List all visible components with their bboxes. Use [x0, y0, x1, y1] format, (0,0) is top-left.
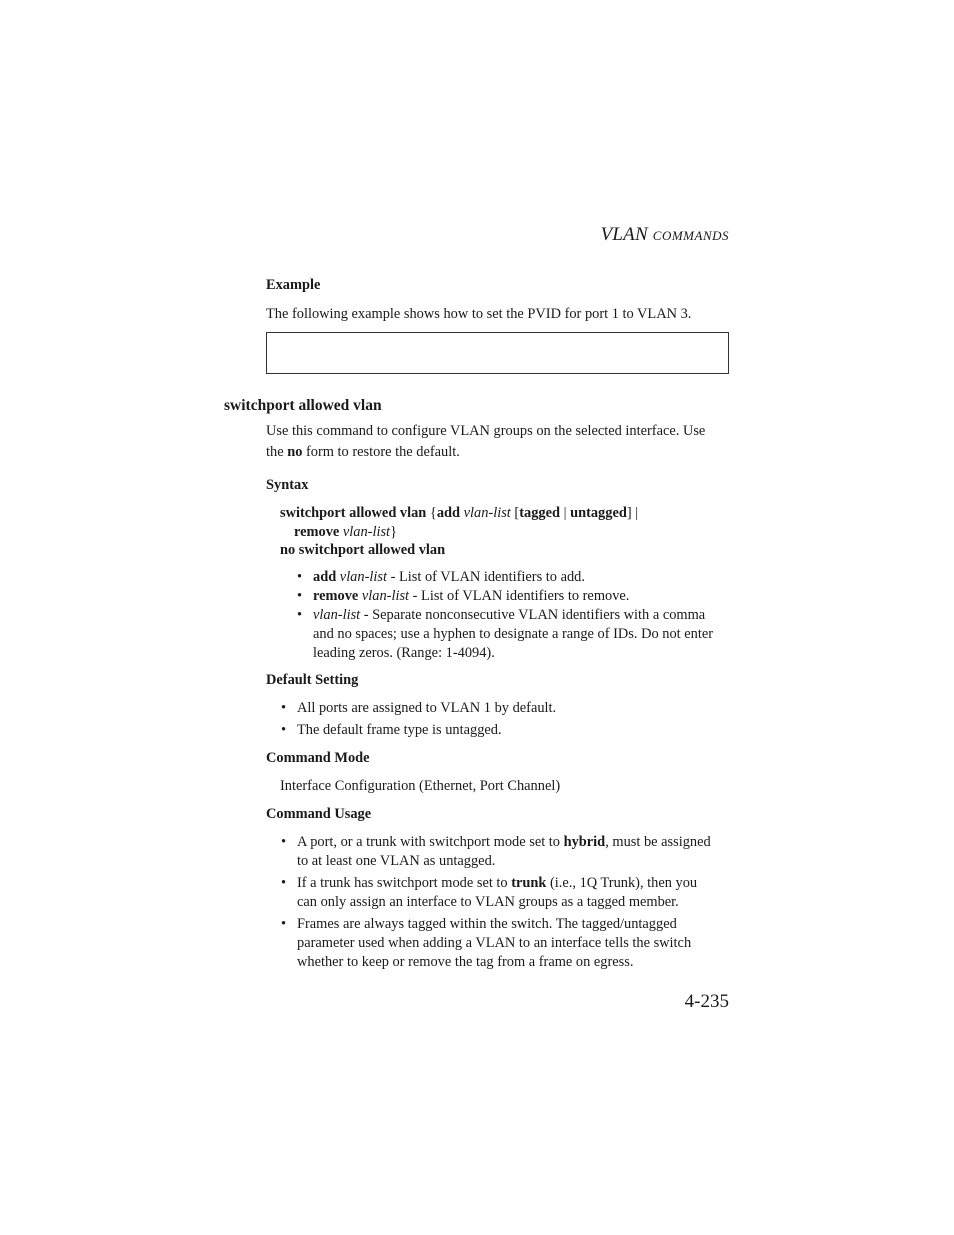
default-setting-list	[297, 699, 556, 740]
command-title: switchport allowed vlan	[224, 397, 382, 414]
command-usage-heading: Command Usage	[266, 806, 372, 822]
command-description-line2: the no form to restore the default.	[266, 444, 460, 460]
list-item: • The default frame type is untagged.	[297, 721, 556, 740]
list-item: • remove vlan-list - List of VLAN identifiers to remove.	[313, 587, 713, 606]
syntax-heading: Syntax	[266, 477, 309, 493]
page-number: 4-235	[684, 991, 729, 1012]
running-head	[601, 224, 729, 246]
example-text: The following example shows how to set the PVID for port 1 to VLAN 3.	[266, 306, 692, 322]
list-item: • vlan-list - Separate nonconsecutive VLAN identifiers with a comma and no spaces; use a hyphen to designate a range of IDs. Do not enter leading zeros. (Range: 1-4094).	[313, 606, 713, 663]
list-item: • Frames are always tagged within the switch. The tagged/untagged parameter used when adding a VLAN to an interface tells the switch whether to keep or remove the tag from a frame on egress.	[297, 915, 711, 972]
example-heading: Example	[266, 277, 321, 293]
running-head-main: VLAN	[600, 224, 648, 245]
syntax-line3: no switchport allowed vlan	[280, 542, 446, 558]
list-item: • add vlan-list - List of VLAN identifiers to add.	[313, 568, 713, 587]
syntax-line1: switchport allowed vlan {add vlan-list [tagged | untagged] |	[280, 505, 639, 521]
list-item: • All ports are assigned to VLAN 1 by default.	[297, 699, 556, 718]
command-mode-heading: Command Mode	[266, 750, 370, 766]
syntax-params-list	[313, 568, 713, 663]
command-usage-list	[297, 833, 711, 972]
command-description	[266, 422, 705, 462]
command-mode-text: Interface Configuration (Ethernet, Port Channel)	[280, 778, 561, 794]
list-item: • A port, or a trunk with switchport mode set to hybrid, must be assigned to at least one VLAN as untagged.	[297, 833, 711, 871]
syntax-line2: remove vlan-list}	[294, 524, 397, 540]
command-description-line1: Use this command to configure VLAN groups on the selected interface. Use	[266, 423, 706, 439]
list-item: • If a trunk has switchport mode set to trunk (i.e., 1Q Trunk), then you can only assign an interface to VLAN groups as a tagged member.	[297, 874, 711, 912]
default-setting-heading: Default Setting	[266, 672, 359, 688]
code-example-box	[266, 332, 729, 374]
running-head-smallcaps: COMMANDS	[652, 228, 729, 243]
